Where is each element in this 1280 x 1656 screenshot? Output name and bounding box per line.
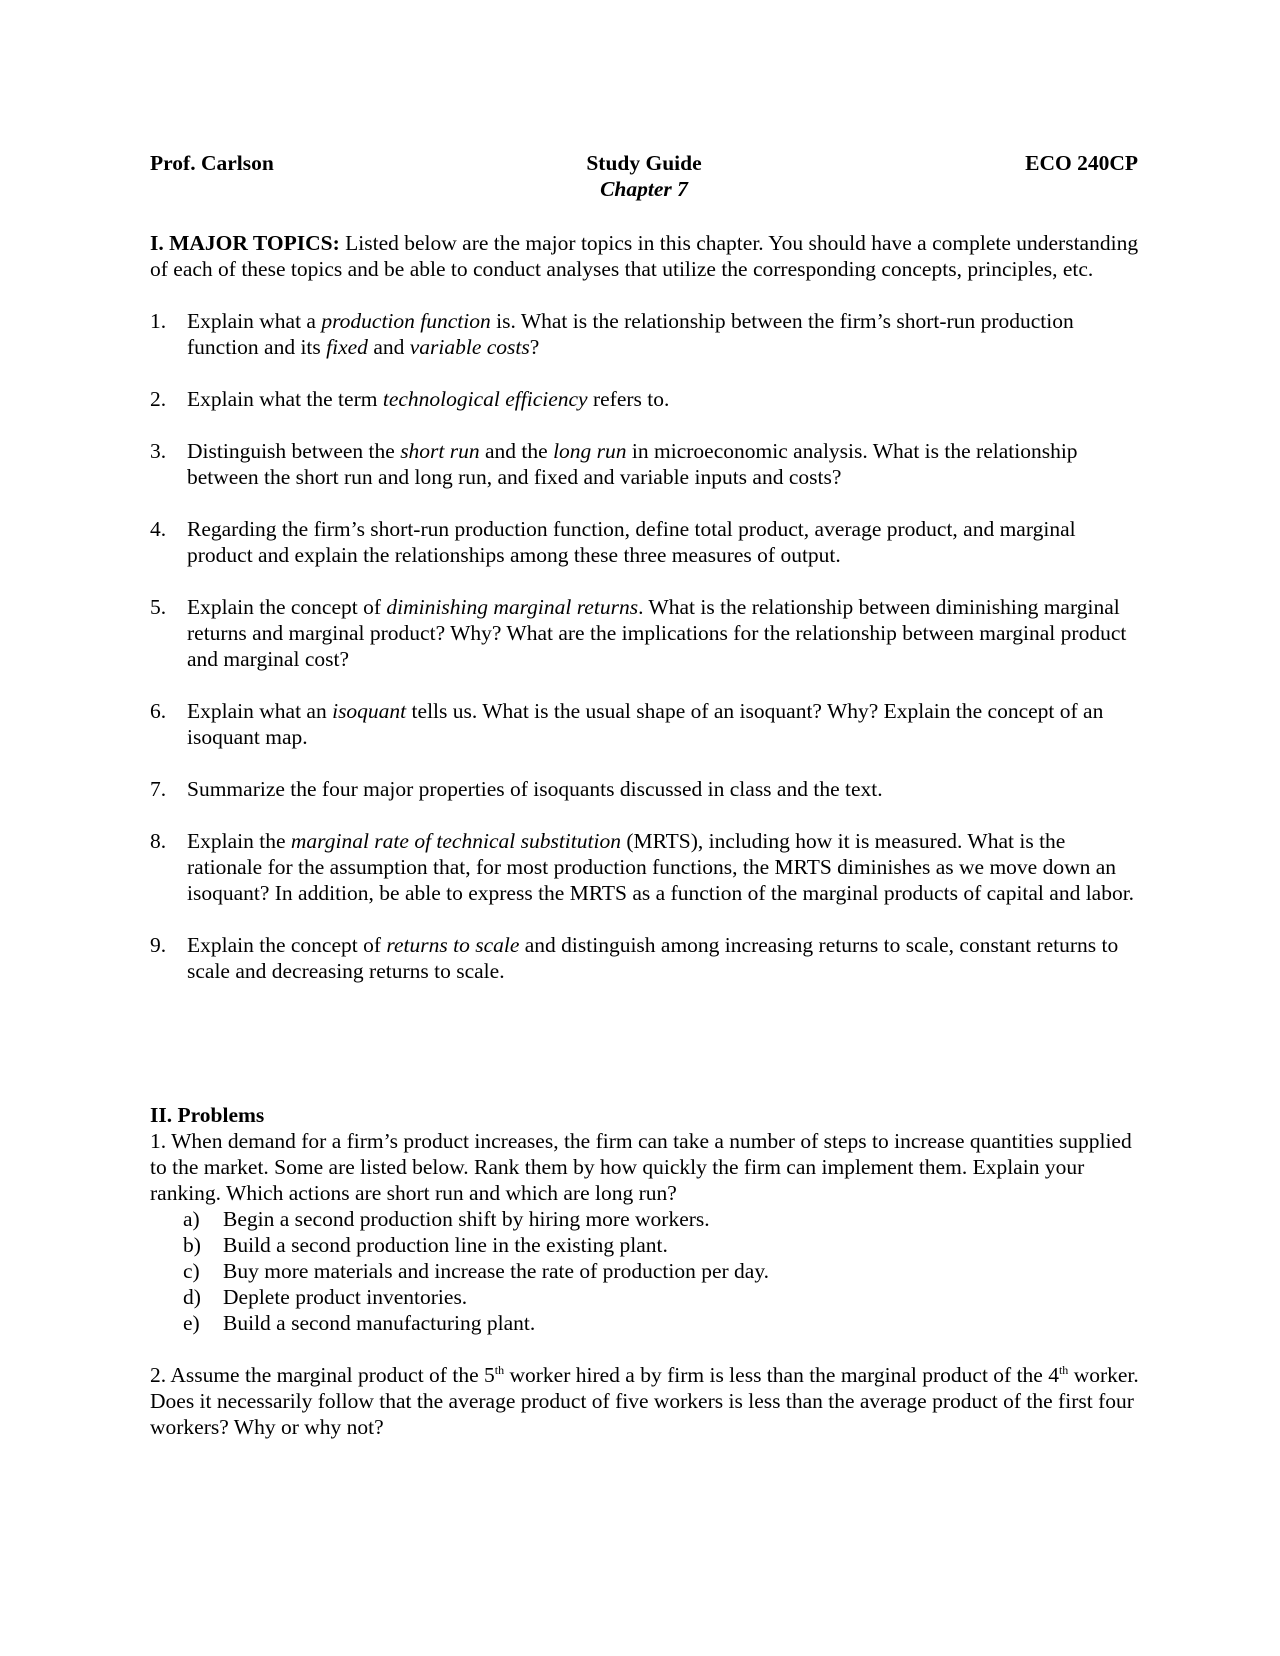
- option-item: [183, 1310, 1140, 1336]
- topic-number: 9.: [150, 933, 167, 957]
- topic-text: (MRTS), including how it is measured. What is the rationale for the assumption that, for most production functions, the MRTS diminishes as we move down an isoquant? In addition, be able to express the MRTS as a function of the marginal products of capital and labor.: [187, 829, 1135, 905]
- option-item: [183, 1206, 1140, 1232]
- option-item: [183, 1284, 1140, 1310]
- topic-text: is. What is the relationship between the firm’s short-run production function and its: [187, 309, 1074, 359]
- option-text: Begin a second production shift by hiring more workers.: [223, 1207, 710, 1231]
- topic-text: refers to.: [587, 387, 670, 411]
- topic-item: [150, 386, 1140, 412]
- chapter-label: Chapter 7: [600, 177, 688, 201]
- document-title: Study Guide: [586, 151, 702, 175]
- topic-text: tells us. What is the usual shape of an isoquant? Why? Explain the concept of an isoquant map.: [187, 699, 1104, 749]
- option-letter: e): [183, 1311, 200, 1335]
- topic-term: returns to scale: [386, 933, 520, 957]
- major-topics-heading: I. MAJOR TOPICS:: [150, 231, 340, 255]
- problem-1-text: 1. When demand for a firm’s product increases, the firm can take a number of steps to increase quantities supplied to the market. Some are listed below. Rank them by how quickly the firm can implement them. Explain your ranking. Which actions are short run and which are long run?: [150, 1129, 1132, 1205]
- problems-heading: II. Problems: [150, 1103, 265, 1127]
- topic-text: Explain what an: [187, 699, 333, 723]
- topics-list: [150, 308, 1140, 984]
- topic-text: Explain the concept of: [187, 933, 387, 957]
- major-topics-intro-text: Listed below are the major topics in this chapter. You should have a complete understanding of each of these topics and be able to conduct analyses that utilize the corresponding concepts, principles, etc.: [150, 231, 1139, 281]
- topic-term: diminishing marginal returns: [386, 595, 639, 619]
- topic-number: 2.: [150, 387, 167, 411]
- ordinal-suffix: th: [1058, 1363, 1069, 1377]
- topic-text: Explain the concept of: [187, 595, 387, 619]
- topic-item: [150, 594, 1140, 672]
- topic-term: technological efficiency: [382, 387, 588, 411]
- option-text: Build a second production line in the existing plant.: [223, 1233, 668, 1257]
- topic-term: long run: [553, 439, 627, 463]
- topic-term: marginal rate of technical substitution: [290, 829, 621, 853]
- problem-2-text: [150, 1362, 1140, 1440]
- problem-1-options: [150, 1206, 1140, 1336]
- topic-text: Regarding the firm’s short-run production function, define total product, average product, and marginal product and explain the relationships among these three measures of output.: [187, 517, 1076, 567]
- topic-term: production function: [321, 309, 491, 333]
- topic-number: 1.: [150, 309, 167, 333]
- topic-text: Explain what a: [187, 309, 322, 333]
- topic-number: 6.: [150, 699, 167, 723]
- topic-term: fixed: [326, 335, 368, 359]
- option-text: Deplete product inventories.: [223, 1285, 468, 1309]
- topic-text: Distinguish between the: [187, 439, 401, 463]
- topic-text: and the: [479, 439, 554, 463]
- problem-2-part: worker hired a by firm is less than the marginal product of the 4: [504, 1363, 1059, 1387]
- topic-number: 4.: [150, 517, 167, 541]
- ordinal-suffix: th: [494, 1363, 505, 1377]
- option-letter: a): [183, 1207, 200, 1231]
- course-code: ECO 240CP: [1025, 151, 1138, 175]
- topic-term: isoquant: [332, 699, 407, 723]
- topic-item: [150, 932, 1140, 984]
- topic-text: ?: [529, 335, 540, 359]
- topic-item: [150, 828, 1140, 906]
- topic-item: [150, 438, 1140, 490]
- topic-item: [150, 698, 1140, 750]
- option-letter: d): [183, 1285, 201, 1309]
- option-letter: c): [183, 1259, 200, 1283]
- topic-number: 8.: [150, 829, 167, 853]
- option-text: Build a second manufacturing plant.: [223, 1311, 536, 1335]
- major-topics-section: [150, 230, 1140, 1010]
- topic-term: variable costs: [409, 335, 530, 359]
- topic-term: short run: [400, 439, 480, 463]
- option-text: Buy more materials and increase the rate of production per day.: [223, 1259, 770, 1283]
- option-letter: b): [183, 1233, 201, 1257]
- topic-text: Summarize the four major properties of isoquants discussed in class and the text.: [187, 777, 883, 801]
- page-header: [150, 150, 1138, 206]
- topic-text: . What is the relationship between diminishing marginal returns and marginal product? Why? What are the implications for the relationship between marginal product and marginal cost?: [187, 595, 1127, 671]
- major-topics-intro: [150, 230, 1140, 282]
- topic-text: in microeconomic analysis. What is the relationship between the short run and long run, and fixed and variable inputs and costs?: [187, 439, 1078, 489]
- problem-2-part: worker. Does it necessarily follow that the average product of five workers is less than the average product of the first four workers? Why or why not?: [150, 1363, 1139, 1439]
- topic-item: [150, 308, 1140, 360]
- option-item: [183, 1232, 1140, 1258]
- title-block: [150, 150, 1138, 202]
- instructor-name: Prof. Carlson: [150, 151, 274, 175]
- topic-number: 5.: [150, 595, 167, 619]
- topic-item: [150, 776, 1140, 802]
- topic-item: [150, 516, 1140, 568]
- option-item: [183, 1258, 1140, 1284]
- topic-number: 3.: [150, 439, 167, 463]
- topic-number: 7.: [150, 777, 167, 801]
- problems-section: [150, 1102, 1140, 1440]
- topic-text: Explain the: [187, 829, 291, 853]
- problem-2-part: 2. Assume the marginal product of the 5: [150, 1363, 495, 1387]
- topic-text: and: [367, 335, 410, 359]
- topic-text: and distinguish among increasing returns to scale, constant returns to scale and decreasing returns to scale.: [187, 933, 1119, 983]
- topic-text: Explain what the term: [187, 387, 383, 411]
